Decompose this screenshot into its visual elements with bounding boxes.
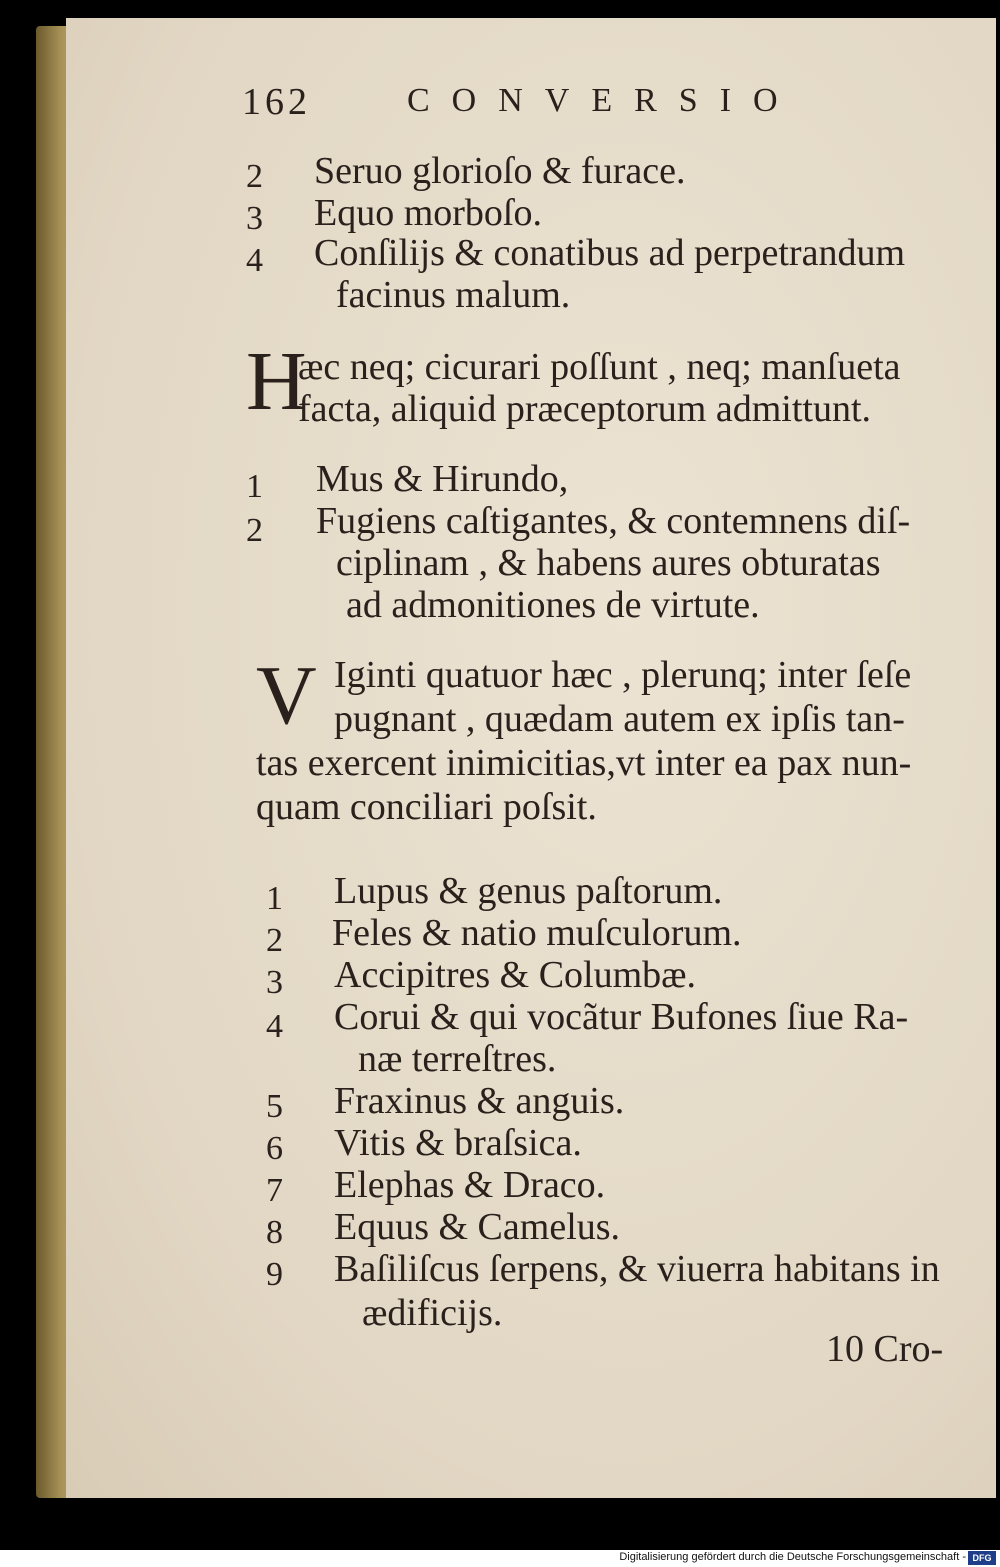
paragraph-line: facta, aliquid præceptorum admittunt. [298,388,872,430]
list-item: Equus & Camelus. [334,1206,621,1248]
list-item-continuation: ciplinam , & habens aures obturatas [336,542,881,584]
list-number: 4 [266,1008,283,1045]
list-item: Mus & Hirundo, [316,458,569,500]
paragraph-line: quam conciliari poſsit. [256,786,597,828]
drop-initial: V [256,649,317,742]
list-item: Conſilijs & conatibus ad perpetrandum [314,232,906,274]
paragraph-line: æc neq; cicurari poſſunt , neq; manſueta [298,346,901,388]
list-number: 5 [266,1088,283,1125]
list-item-continuation: ædificijs. [362,1292,503,1334]
list-number: 6 [266,1130,283,1167]
paragraph-line: pugnant , quædam autem ex ipſis tan- [334,698,905,740]
list-number: 2 [266,922,283,959]
running-title: CONVERSIO [407,82,800,119]
list-item-continuation: facinus malum. [336,274,571,316]
list-item: Elephas & Draco. [334,1164,606,1206]
list-item: Equo morboſo. [314,192,542,234]
list-number: 1 [246,468,263,505]
list-item: Fugiens caſtigantes, & contemnens diſ- [316,500,911,542]
list-number: 9 [266,1256,283,1293]
list-item: Baſiliſcus ſerpens, & viuerra habitans in [334,1248,940,1290]
list-item: Lupus & genus paſtorum. [334,870,723,912]
list-item: Feles & natio muſculorum. [332,912,742,954]
list-item: Accipitres & Columbæ. [334,954,697,996]
paragraph-line: Iginti quatuor hæc , plerunq; inter ſeſe [334,654,912,696]
list-number: 3 [246,200,263,237]
list-item: Vitis & braſsica. [334,1122,582,1164]
catchword: 10 Cro- [826,1328,944,1370]
paragraph-line: tas exercent inimicitias,vt inter ea pax nun- [256,742,912,784]
list-item-continuation: ad admonitiones de virtute. [346,584,760,626]
list-item-continuation: næ terreſtres. [358,1038,557,1080]
page-number: 162 [242,81,311,123]
list-number: 2 [246,512,263,549]
funding-credit: Digitalisierung gefördert durch die Deutsche Forschungsgemeinschaft - [619,1551,966,1563]
drop-initial: H [246,335,307,428]
list-number: 7 [266,1172,283,1209]
list-number: 8 [266,1214,283,1251]
list-item: Fraxinus & anguis. [334,1080,625,1122]
list-item: Seruo glorioſo & furace. [314,150,686,192]
dfg-logo: DFG [968,1551,996,1565]
list-number: 4 [246,242,263,279]
list-number: 2 [246,158,263,195]
book-page [66,18,996,1498]
list-number: 3 [266,964,283,1001]
list-number: 1 [266,880,283,917]
list-item: Corui & qui vocãtur Bufones ſiue Ra- [334,996,909,1038]
